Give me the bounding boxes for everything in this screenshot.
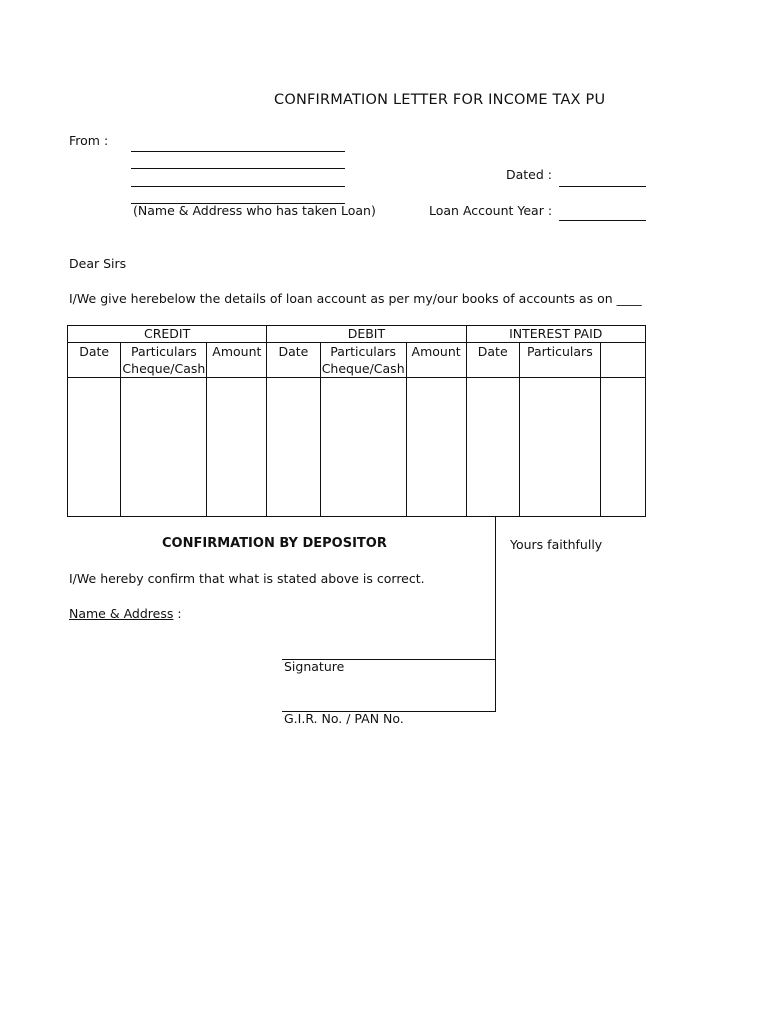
cell-interest-particulars[interactable] (519, 378, 600, 517)
col-credit-date: Date (68, 343, 121, 378)
cell-debit-date[interactable] (267, 378, 320, 517)
name-address-row (69, 606, 182, 621)
col-interest-particulars: Particulars (519, 343, 600, 378)
cell-debit-particulars[interactable] (320, 378, 406, 517)
group-interest-paid: INTEREST PAID (466, 326, 645, 343)
cell-interest-amount[interactable] (600, 378, 645, 517)
loan-year-label: Loan Account Year : (429, 203, 553, 218)
dated-field[interactable] (559, 186, 646, 187)
loan-ledger-table (67, 325, 646, 517)
col-interest-date: Date (466, 343, 519, 378)
dated-label: Dated : (506, 167, 552, 182)
name-address-label: Name & Address (69, 606, 174, 621)
closing-text: Yours faithfully (510, 537, 603, 552)
col-particulars-sub: Cheque/Cash (122, 361, 206, 376)
name-address-colon: : (173, 606, 182, 621)
confirmation-heading: CONFIRMATION BY DEPOSITOR (162, 536, 387, 551)
cell-credit-amount[interactable] (207, 378, 267, 517)
intro-text: I/We give herebelow the details of loan account as per my/our books of accounts as on ____ (69, 291, 642, 306)
loan-year-field[interactable] (559, 220, 646, 221)
col-debit-date: Date (267, 343, 320, 378)
cell-interest-date[interactable] (466, 378, 519, 517)
from-line-3[interactable] (131, 186, 345, 187)
salutation: Dear Sirs (69, 256, 127, 271)
col-debit-particulars (320, 343, 406, 378)
col-debit-amount: Amount (406, 343, 466, 378)
from-line-2[interactable] (131, 168, 345, 169)
cell-credit-date[interactable] (68, 378, 121, 517)
col-particulars-label: Particulars (330, 344, 397, 359)
col-particulars-sub: Cheque/Cash (321, 361, 405, 376)
cell-debit-amount[interactable] (406, 378, 466, 517)
name-address-note: (Name & Address who has taken Loan) (133, 203, 376, 218)
col-credit-particulars (121, 343, 207, 378)
confirmation-divider (495, 517, 496, 712)
col-particulars-label: Particulars (131, 344, 197, 359)
document-title: CONFIRMATION LETTER FOR INCOME TAX PU (274, 92, 606, 108)
from-line-1[interactable] (131, 151, 345, 152)
group-credit: CREDIT (68, 326, 267, 343)
cell-credit-particulars[interactable] (121, 378, 207, 517)
gir-pan-label: G.I.R. No. / PAN No. (284, 711, 404, 726)
group-debit: DEBIT (267, 326, 466, 343)
signature-label: Signature (284, 659, 345, 674)
col-credit-amount: Amount (207, 343, 267, 378)
confirmation-statement: I/We hereby confirm that what is stated above is correct. (69, 571, 425, 586)
from-label: From : (69, 133, 109, 148)
col-interest-amount (600, 343, 645, 378)
